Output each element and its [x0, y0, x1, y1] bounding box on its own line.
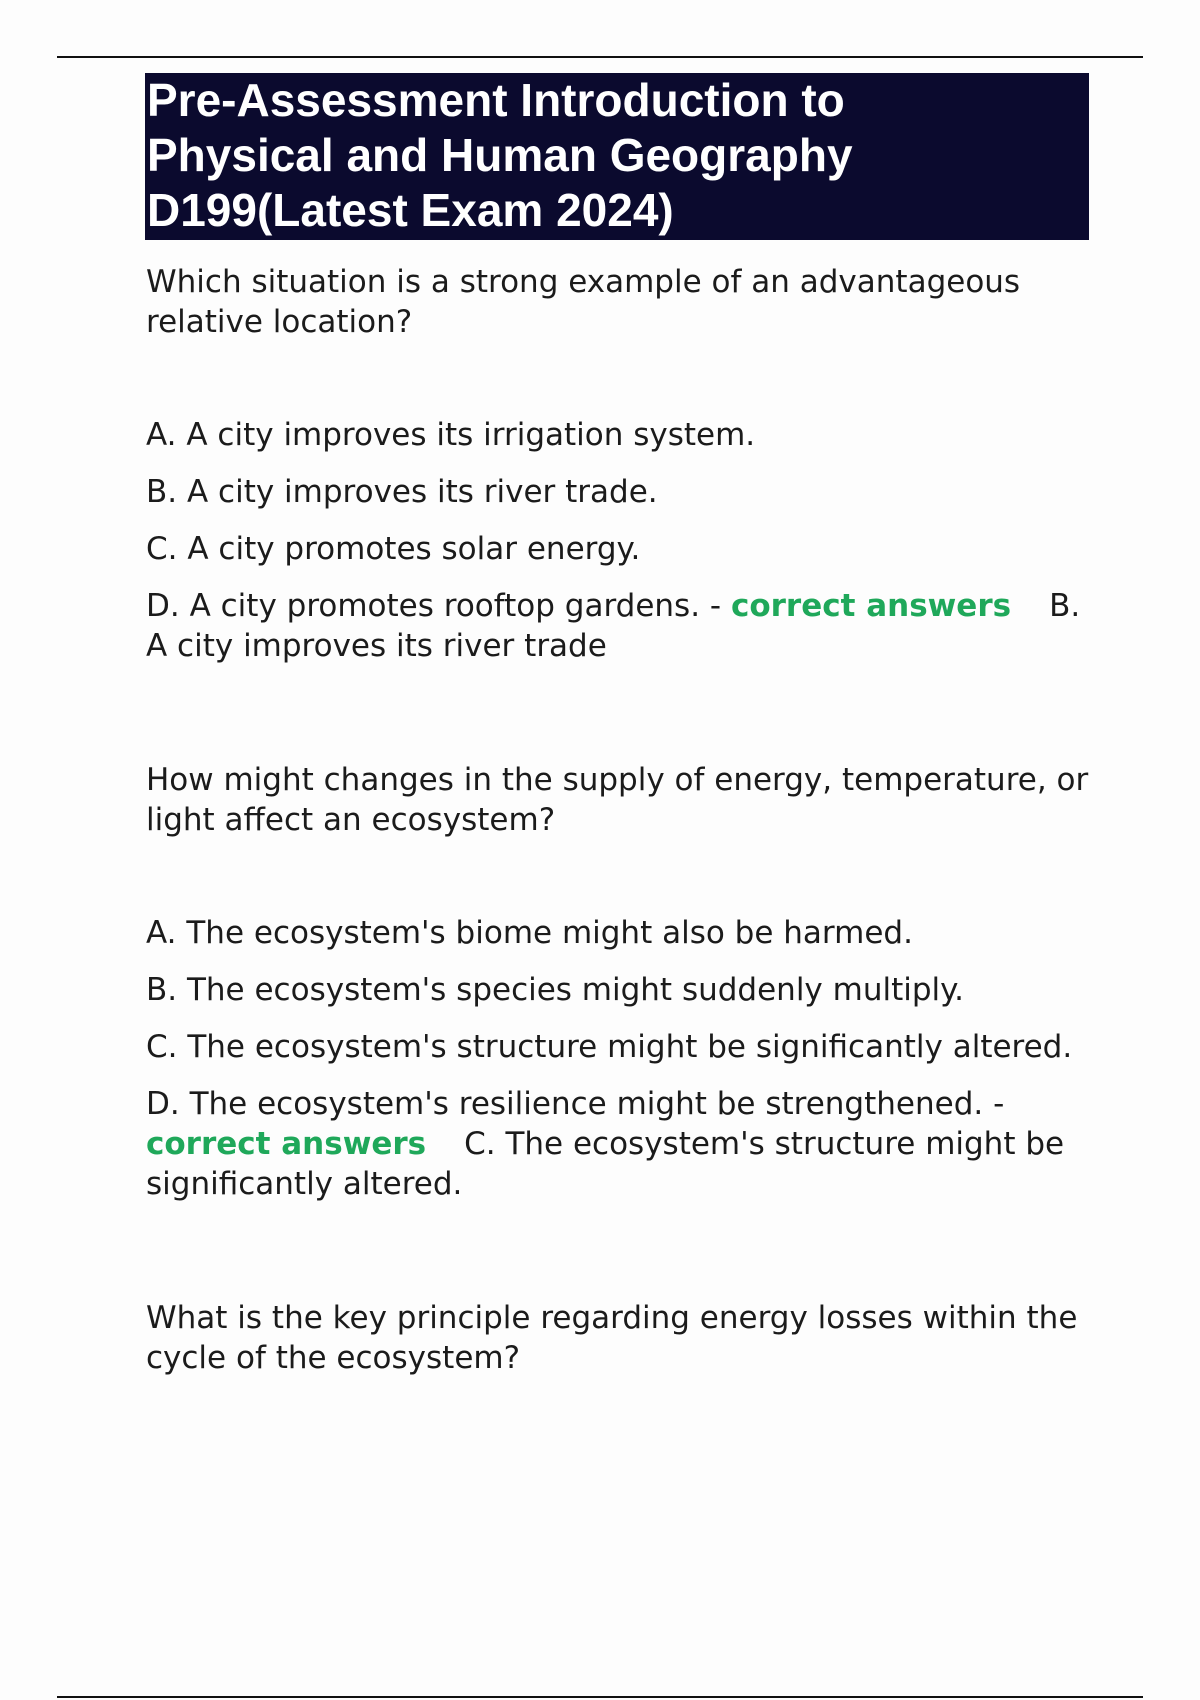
question-prompt: Which situation is a strong example of an advantageous relative location? — [146, 264, 1021, 340]
correct-answers-label: correct answers — [730, 588, 1012, 624]
option-c: C. The ecosystem's structure might be significantly altered. — [146, 1029, 1073, 1065]
document-title — [145, 73, 1089, 240]
top-rule — [57, 56, 1143, 58]
option-d: D. A city promotes rooftop gardens. - — [146, 588, 722, 624]
question-prompt: How might changes in the supply of energy, temperature, or light affect an ecosystem? — [146, 762, 1089, 838]
correct-answer-text: C. The ecosystem's structure might be significantly altered. — [146, 1126, 1065, 1202]
option-b: B. A city improves its river trade. — [146, 474, 658, 510]
answer-options — [146, 415, 1096, 666]
option-b: B. The ecosystem's species might suddenly multiply. — [146, 972, 964, 1008]
title-line-1: Pre-Assessment Introduction to — [147, 74, 845, 126]
question-block-3 — [146, 1298, 1096, 1378]
question-block-1 — [146, 262, 1096, 666]
bottom-rule — [57, 1696, 1143, 1698]
question-prompt: What is the key principle regarding energy losses within the cycle of the ecosystem? — [146, 1300, 1078, 1376]
title-line-3: D199(Latest Exam 2024) — [147, 184, 674, 236]
option-d-with-answer — [146, 1084, 1096, 1204]
document-body — [146, 262, 1096, 1378]
option-d: D. The ecosystem's resilience might be strengthened. - — [146, 1086, 1005, 1122]
option-a: A. A city improves its irrigation system. — [146, 417, 756, 453]
correct-answer-text: B. A city improves its river trade — [146, 588, 1081, 664]
option-a: A. The ecosystem's biome might also be harmed. — [146, 915, 913, 951]
answer-options — [146, 913, 1096, 1204]
correct-answers-label: correct answers — [146, 1126, 427, 1162]
option-d-with-answer — [146, 586, 1096, 666]
question-block-2 — [146, 760, 1096, 1204]
option-c: C. A city promotes solar energy. — [146, 531, 641, 567]
title-line-2: Physical and Human Geography — [147, 129, 853, 181]
